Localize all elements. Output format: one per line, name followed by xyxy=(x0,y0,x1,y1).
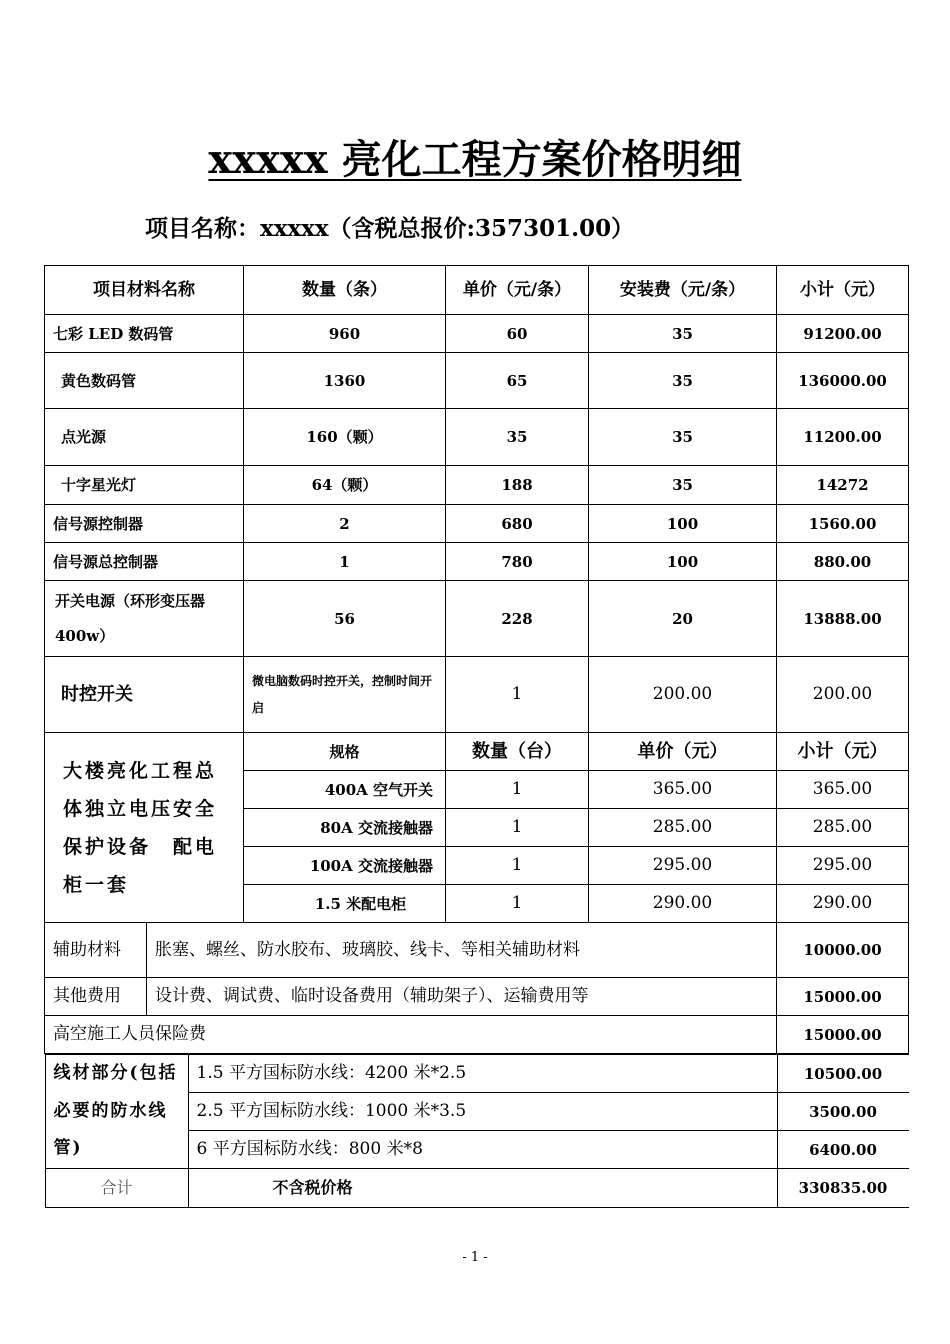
price-table xyxy=(44,265,909,1208)
header-qty: 数量（条） xyxy=(244,266,446,315)
item-install: 35 xyxy=(589,353,777,409)
item-install: 35 xyxy=(589,466,777,505)
table-header-row xyxy=(45,266,909,315)
item-name: 七彩 LED 数码管 xyxy=(45,315,244,353)
table-row xyxy=(45,409,909,466)
table-row xyxy=(45,353,909,409)
document-title: xxxxx 亮化工程方案价格明细 xyxy=(208,136,742,183)
item-qty: 1360 xyxy=(244,353,446,409)
item-qty: 64（颗） xyxy=(244,466,446,505)
total-label: 合计 xyxy=(45,1169,188,1208)
item-qty: 160（颗） xyxy=(244,409,446,466)
item-price: 188 xyxy=(446,466,589,505)
cabinet-header-spec: 规格 xyxy=(244,733,446,771)
item-install: 20 xyxy=(589,581,777,657)
item-subtotal: 13888.00 xyxy=(777,581,909,657)
table-row xyxy=(45,543,909,581)
cabinet-spec: 400A 空气开关 xyxy=(244,771,446,809)
wires-section xyxy=(45,1054,909,1209)
aux-subtotal: 10000.00 xyxy=(777,923,909,978)
cabinet-qty: 1 xyxy=(446,847,589,885)
item-subtotal: 1560.00 xyxy=(777,505,909,543)
item-name: 信号源总控制器 xyxy=(45,543,244,581)
timer-price: 200.00 xyxy=(589,657,777,733)
other-row xyxy=(45,978,909,1016)
timer-name: 时控开关 xyxy=(45,657,244,733)
wires-table xyxy=(45,1054,909,1208)
item-name: 开关电源（环形变压器 400w） xyxy=(45,581,244,657)
table-row xyxy=(45,315,909,353)
item-qty: 56 xyxy=(244,581,446,657)
cabinet-price: 285.00 xyxy=(589,809,777,847)
item-install: 35 xyxy=(589,409,777,466)
header-subtotal: 小计（元） xyxy=(777,266,909,315)
table-row xyxy=(45,581,909,657)
wire-subtotal: 3500.00 xyxy=(777,1093,909,1131)
cabinet-subtotal: 290.00 xyxy=(777,885,909,923)
aux-row xyxy=(45,923,909,978)
header-install-fee: 安装费（元/条） xyxy=(589,266,777,315)
item-price: 60 xyxy=(446,315,589,353)
table-row xyxy=(45,466,909,505)
item-price: 780 xyxy=(446,543,589,581)
item-qty: 960 xyxy=(244,315,446,353)
wire-desc: 1.5 平方国标防水线：4200 米*2.5 xyxy=(188,1055,777,1093)
table-row xyxy=(45,1055,909,1093)
insurance-label: 高空施工人员保险费 xyxy=(45,1016,777,1054)
item-price: 680 xyxy=(446,505,589,543)
item-subtotal: 136000.00 xyxy=(777,353,909,409)
item-qty: 1 xyxy=(244,543,446,581)
insurance-row xyxy=(45,1016,909,1054)
header-name: 项目材料名称 xyxy=(45,266,244,315)
cabinet-header-subtotal: 小计（元） xyxy=(777,733,909,771)
item-price: 65 xyxy=(446,353,589,409)
timer-row xyxy=(45,657,909,733)
page-number: - 1 - xyxy=(462,1250,488,1265)
item-subtotal: 91200.00 xyxy=(777,315,909,353)
cabinet-header-qty: 数量（台） xyxy=(446,733,589,771)
wire-subtotal: 6400.00 xyxy=(777,1131,909,1169)
cabinet-qty: 1 xyxy=(446,771,589,809)
item-subtotal: 11200.00 xyxy=(777,409,909,466)
cabinet-subtotal: 365.00 xyxy=(777,771,909,809)
insurance-subtotal: 15000.00 xyxy=(777,1016,909,1054)
item-qty: 2 xyxy=(244,505,446,543)
item-subtotal: 880.00 xyxy=(777,543,909,581)
table-row xyxy=(45,505,909,543)
cabinet-header-price: 单价（元） xyxy=(589,733,777,771)
cabinet-qty: 1 xyxy=(446,809,589,847)
cabinet-spec: 100A 交流接触器 xyxy=(244,847,446,885)
cabinet-subtotal: 295.00 xyxy=(777,847,909,885)
timer-qty: 1 xyxy=(446,657,589,733)
item-install: 100 xyxy=(589,505,777,543)
wires-label: 线材部分(包括必要的防水线管) xyxy=(45,1055,188,1169)
project-name-line: 项目名称：xxxxx（含税总报价:357301.00） xyxy=(145,215,635,242)
cabinet-subtotal: 285.00 xyxy=(777,809,909,847)
item-name: 信号源控制器 xyxy=(45,505,244,543)
cabinet-price: 295.00 xyxy=(589,847,777,885)
item-install: 100 xyxy=(589,543,777,581)
cabinet-qty: 1 xyxy=(446,885,589,923)
aux-desc: 胀塞、螺丝、防水胶布、玻璃胶、线卡、等相关辅助材料 xyxy=(147,923,777,978)
item-price: 35 xyxy=(446,409,589,466)
wire-desc: 6 平方国标防水线：800 米*8 xyxy=(188,1131,777,1169)
cabinet-price: 365.00 xyxy=(589,771,777,809)
total-row xyxy=(45,1169,909,1208)
cabinet-spec: 1.5 米配电柜 xyxy=(244,885,446,923)
item-name: 点光源 xyxy=(45,409,244,466)
other-desc: 设计费、调试费、临时设备费用（辅助架子）、运输费用等 xyxy=(147,978,777,1016)
total-desc: 不含税价格 xyxy=(188,1169,777,1208)
cabinet-spec: 80A 交流接触器 xyxy=(244,809,446,847)
wire-desc: 2.5 平方国标防水线：1000 米*3.5 xyxy=(188,1093,777,1131)
cabinet-name: 大楼亮化工程总体独立电压安全保护设备 配电柜一套 xyxy=(45,733,244,923)
other-subtotal: 15000.00 xyxy=(777,978,909,1016)
wire-subtotal: 10500.00 xyxy=(777,1055,909,1093)
item-price: 228 xyxy=(446,581,589,657)
item-name: 黄色数码管 xyxy=(45,353,244,409)
total-value: 330835.00 xyxy=(777,1169,909,1208)
timer-subtotal: 200.00 xyxy=(777,657,909,733)
cabinet-price: 290.00 xyxy=(589,885,777,923)
header-unit-price: 单价（元/条） xyxy=(446,266,589,315)
other-label: 其他费用 xyxy=(45,978,147,1016)
aux-label: 辅助材料 xyxy=(45,923,147,978)
item-install: 35 xyxy=(589,315,777,353)
item-name: 十字星光灯 xyxy=(45,466,244,505)
timer-desc: 微电脑数码时控开关，控制时间开启 xyxy=(244,657,446,733)
cabinet-header-row xyxy=(45,733,909,771)
item-subtotal: 14272 xyxy=(777,466,909,505)
